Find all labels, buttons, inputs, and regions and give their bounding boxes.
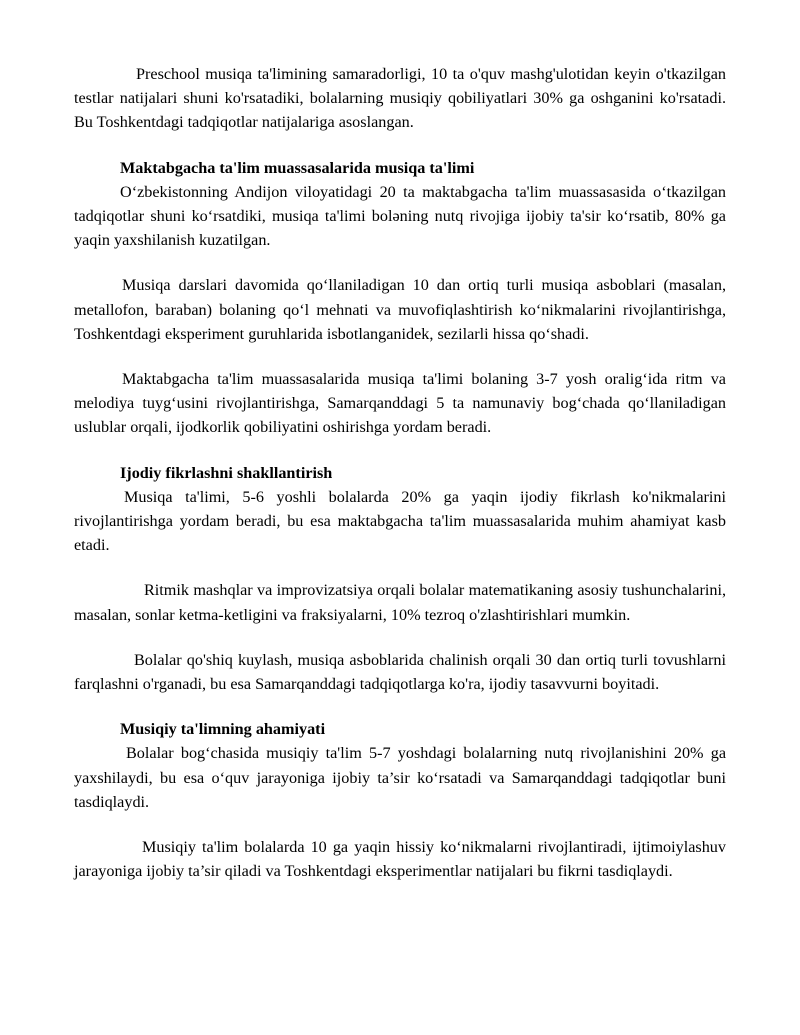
section-heading-creative-thinking: Ijodiy fikrlashni shakllantirish: [120, 463, 333, 482]
section2-paragraph-3: Bolalar qo'shiq kuylash, musiqa asboblarida chalinish orqali 30 dan ortiq turli tovushlarni farqlashni o'rganadi, bu esa Samarqanddagi tadqiqotlarga ko'ra, ijodiy tasavvurni boyitadi.: [74, 650, 726, 694]
document-page: [74, 62, 726, 883]
section1-paragraph-2: Musiqa darslari davomida qo‘llaniladigan 10 dan ortiq turli musiqa asboblari (masalan, metallofon, baraban) bolaning qo‘l mehnati va muvofiqlashtirish ko‘nikmalarini rivojlantirishga, Toshkentdagi eksperiment guruhlarida isbotlanganidek, sezilarli hissa qo‘shadi.: [74, 276, 726, 343]
section3-paragraph-2: Musiqiy ta'lim bolalarda 10 ga yaqin hissiy ko‘nikmalarni rivojlantiradi, ijtimoiylashuv jarayoniga ijobiy ta’sir qiladi va Toshkentdagi eksperimentlar natijalari bu fikrni tasdiqlaydi.: [74, 838, 726, 881]
intro-paragraph: Preschool musiqa ta'limining samaradorligi, 10 ta o'quv mashg'ulotidan keyin o'tkazilgan testlar natijalari shuni ko'rsatadiki, bolalarning musiqiy qobiliyatlari 30% ga oshganini ko'rsatadi. Bu Toshkentdagi tadqiqotlar natijalariga asoslangan.: [74, 65, 726, 132]
section1-paragraph-1: O‘zbekistonning Andijon viloyatidagi 20 ta maktabgacha ta'lim muassasasida o‘tkazilgan tadqiqotlar shuni ko‘rsatdiki, musiqa ta'limi boləning nutq rivojiga ijobiy ta'sir ko‘rsatib, 80% ga yaqin yaxshilanish kuzatilgan.: [74, 182, 726, 250]
section3-paragraph-1: Bolalar bog‘chasida musiqiy ta'lim 5-7 yoshdagi bolalarning nutq rivojlanishini 20% ga yaxshilaydi, bu esa o‘quv jarayoniga ijobiy ta’sir ko‘rsatadi va Samarqanddagi tadqiqotlar buni tasdiqlaydi.: [74, 744, 726, 811]
section-heading-importance: Musiqiy ta'limning ahamiyati: [120, 720, 326, 739]
section2-paragraph-1: Musiqa ta'limi, 5-6 yoshli bolalarda 20% ga yaqin ijodiy fikrlash ko'nikmalarini rivojlantirishga yordam beradi, bu esa maktabgacha ta'lim muassasalarida muhim ahamiyat kasb etadi.: [74, 487, 726, 555]
section1-paragraph-3: Maktabgacha ta'lim muassasalarida musiqa ta'limi bolaning 3-7 yosh oralig‘ida ritm va melodiya tuyg‘usini rivojlantirishga, Samarqanddagi 5 ta namunaviy bog‘chada qo‘llaniladigan uslublar orqali, ijodkorlik qobiliyatini oshirishga yordam beradi.: [74, 370, 726, 437]
section-heading-music-education: Maktabgacha ta'lim muassasalarida musiqa ta'limi: [120, 158, 475, 177]
section2-paragraph-2: Ritmik mashqlar va improvizatsiya orqali bolalar matematikaning asosiy tushunchalarini, masalan, sonlar ketma-ketligini va fraksiyalarni, 10% tezroq o'zlashtirishlari mumkin.: [74, 581, 726, 624]
